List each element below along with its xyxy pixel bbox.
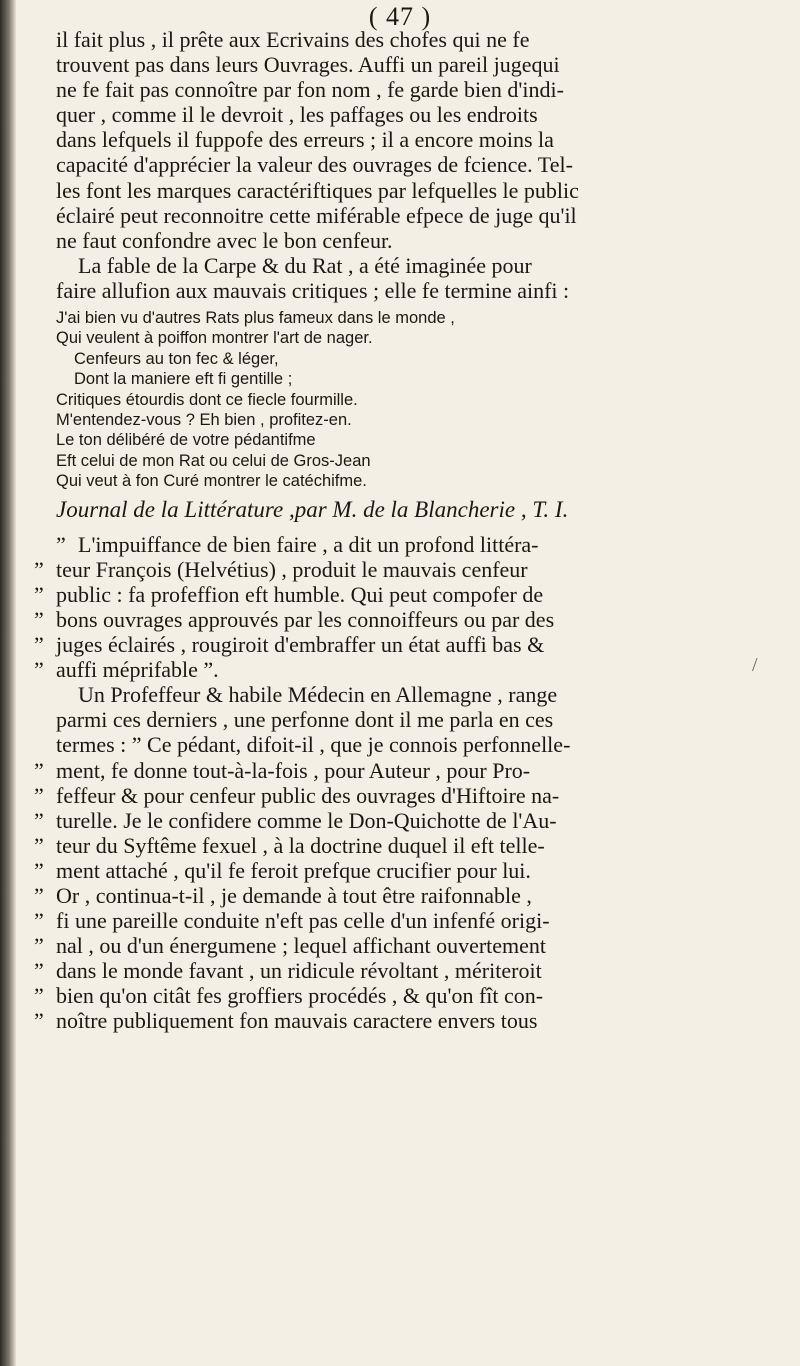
text-line: faire allufion aux mauvais critiques ; elle fe termine ainfi : xyxy=(56,277,570,303)
quote-line-text: L'impuiffance de bien faire , a dit un profond littéra- xyxy=(78,531,539,557)
quote-line-text: nal , ou d'un énergumene ; lequel affichant ouvertement xyxy=(56,933,547,959)
quote-line-text: ment, fe donne tout-à-la-fois , pour Auteur , pour Pro- xyxy=(56,757,531,783)
quote-mark: ” xyxy=(34,581,44,607)
text-line: éclairé peut reconnoitre cette miférable efpece de juge qu'il xyxy=(56,202,577,228)
quote-line-text: juges éclairés , rougiroit d'embraffer un état auffi bas & xyxy=(56,632,545,658)
quote-line xyxy=(34,657,784,682)
verse-line: M'entendez-vous ? Eh bien , profitez-en. xyxy=(56,411,352,430)
quote-mark: ” xyxy=(34,933,44,959)
quote-mark: ” xyxy=(34,832,44,858)
verse-line: Qui veut à fon Curé montrer le catéchifme. xyxy=(56,472,367,491)
text-line: La fable de la Carpe & du Rat , a été imaginée pour xyxy=(78,252,532,278)
verse-line: Dont la maniere eft fi gentille ; xyxy=(74,370,293,389)
quote-line xyxy=(34,532,784,557)
text-line: parmi ces derniers , une perfonne dont il me parla en ces xyxy=(56,707,554,733)
quote-mark: ” xyxy=(34,958,44,984)
text-line: dans lefquels il fuppofe des erreurs ; il a encore moins la xyxy=(56,127,554,153)
quote-line xyxy=(34,858,784,883)
quote-line-text: bons ouvrages approuvés par les connoiffeurs ou par des xyxy=(56,606,555,632)
verse-line: Eft celui de mon Rat ou celui de Gros-Jean xyxy=(56,451,371,470)
page-number: ( 47 ) xyxy=(368,2,432,31)
quote-mark: ” xyxy=(34,757,44,783)
quote-line-text: dans le monde favant , un ridicule révoltant , mériteroit xyxy=(56,958,542,984)
quote-line xyxy=(34,758,784,783)
source-citation: Journal de la Littérature ,par M. de la Blancherie , T. I. xyxy=(56,496,569,522)
quote-line xyxy=(34,883,784,908)
quote-mark: ” xyxy=(34,857,44,883)
text-line: les font les marques caractériftiques par lefquelles le public xyxy=(56,177,579,203)
quote-line-text: teur du Syftême fexuel , à la doctrine duquel il eft telle- xyxy=(56,832,545,858)
quote-line xyxy=(34,833,784,858)
quote-mark: ” xyxy=(34,657,44,683)
verse-line: Qui veulent à poiffon montrer l'art de nager. xyxy=(56,329,373,348)
quote-line xyxy=(34,632,784,657)
quote-line-text: feffeur & pour cenfeur public des ouvrages d'Hiftoire na- xyxy=(56,782,560,808)
quote-line-text: public : fa profeffion eft humble. Qui peut compofer de xyxy=(56,581,544,607)
verse-line: Cenfeurs au ton fec & léger, xyxy=(74,349,279,368)
quote-line-text: ment attaché , qu'il fe feroit prefque crucifier pour lui. xyxy=(56,857,531,883)
quote-mark: ” xyxy=(34,606,44,632)
quote-line xyxy=(34,958,784,983)
text-line: termes : ” Ce pédant, difoit-il , que je connois perfonnelle- xyxy=(56,732,571,758)
quote-mark: ” xyxy=(34,1008,44,1034)
verse-line: Le ton délibéré de votre pédantifme xyxy=(56,431,316,450)
binding-gutter xyxy=(0,0,16,1366)
paragraph-2 xyxy=(56,253,784,303)
paragraph-3 xyxy=(56,682,784,757)
quote-line-text: noître publiquement fon mauvais caractere envers tous xyxy=(56,1008,538,1034)
quote-mark: ” xyxy=(34,908,44,934)
quote-line xyxy=(34,783,784,808)
quote-line xyxy=(34,1008,784,1033)
quote-mark: ” xyxy=(34,883,44,908)
quote-professor xyxy=(34,757,784,1034)
quote-helvetius xyxy=(34,531,784,683)
text-line: capacité d'apprécier la valeur des ouvrages de fcience. Tel- xyxy=(56,152,573,178)
quote-line xyxy=(34,933,784,958)
quote-line xyxy=(34,607,784,632)
text-line: trouvent pas dans leurs Ouvrages. Auffi un pareil jugequi xyxy=(56,52,560,78)
verse-line: J'ai bien vu d'autres Rats plus fameux dans le monde , xyxy=(56,309,455,328)
quote-line-text: auffi méprifable ”. xyxy=(56,657,219,683)
quote-line-text: turelle. Je le confidere comme le Don-Quichotte de l'Au- xyxy=(56,807,557,833)
quote-line-text: Or , continua-t-il , je demande à tout être raifonnable , xyxy=(56,883,532,908)
verse-line: Critiques étourdis dont ce fiecle fourmille. xyxy=(56,390,358,409)
quote-line xyxy=(34,808,784,833)
paragraph-1 xyxy=(56,27,784,253)
quote-mark: ” xyxy=(34,782,44,808)
quote-mark: ” xyxy=(34,556,44,582)
page-body xyxy=(34,27,784,1034)
quote-line xyxy=(34,582,784,607)
quote-line xyxy=(34,908,784,933)
quote-mark: ” xyxy=(34,632,44,658)
text-line: ne faut confondre avec le bon cenfeur. xyxy=(56,227,393,253)
text-line: ne fe fait pas connoître par fon nom , fe garde bien d'indi- xyxy=(56,77,564,103)
quote-mark: ” xyxy=(34,807,44,833)
text-line: il fait plus , il prête aux Ecrivains des chofes qui ne fe xyxy=(56,27,530,52)
margin-mark: / xyxy=(752,654,758,676)
quote-line-text: teur François (Helvétius) , produit le mauvais cenfeur xyxy=(56,556,528,582)
fable-verse xyxy=(56,308,784,492)
quote-line-text: fi une pareille conduite n'eft pas celle d'un infenfé origi- xyxy=(56,908,550,934)
quote-line-text: bien qu'on citât fes groffiers procédés , & qu'on fît con- xyxy=(56,983,544,1009)
quote-line xyxy=(34,557,784,582)
quote-mark: ” xyxy=(34,983,44,1009)
text-line: Un Profeffeur & habile Médecin en Allemagne , range xyxy=(78,682,558,708)
quote-line xyxy=(34,983,784,1008)
quote-mark: ” xyxy=(56,531,66,557)
text-line: quer , comme il le devroit , les paffages ou les endroits xyxy=(56,102,538,128)
